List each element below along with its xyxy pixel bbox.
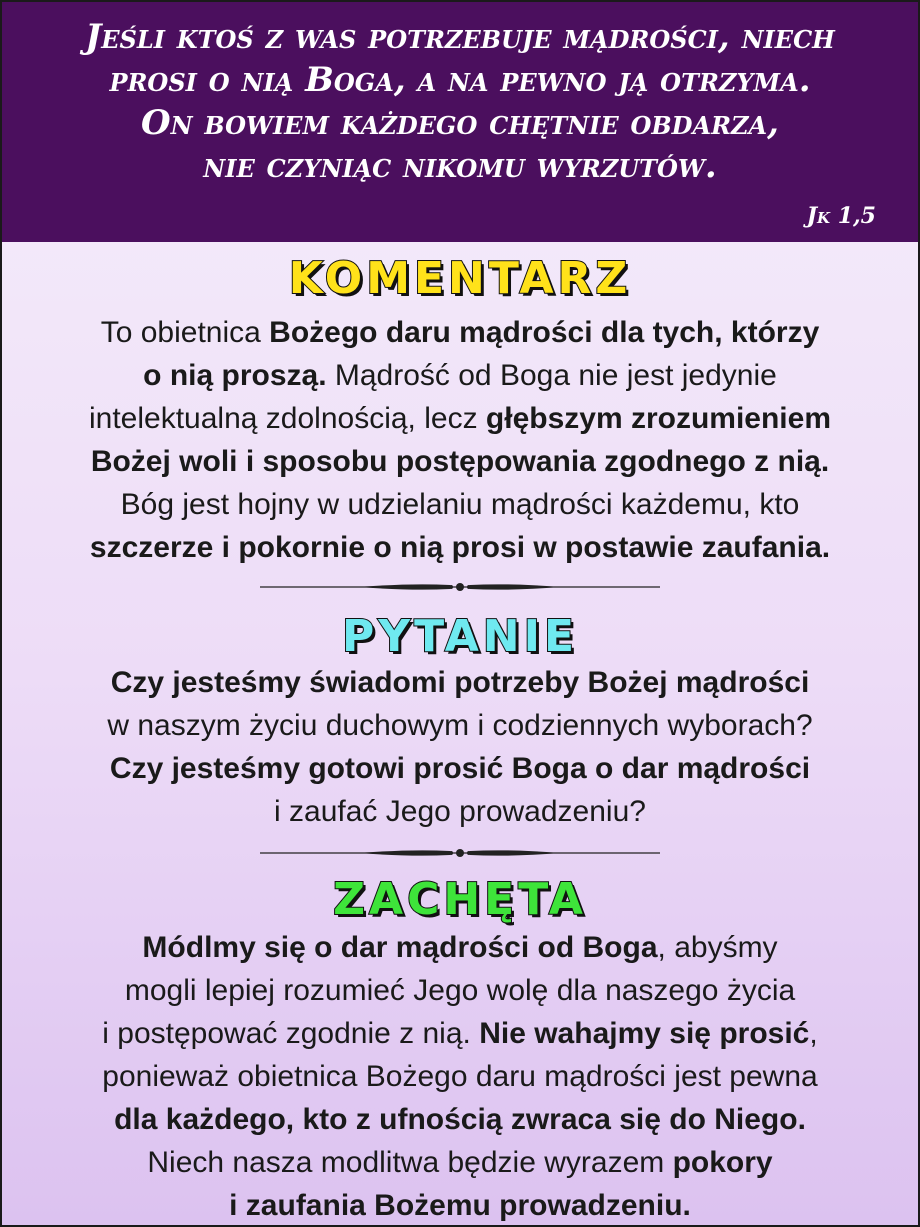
bold-text-run: Bożej woli i sposobu postępowania zgodnego z nią. <box>90 445 830 478</box>
text-run: i zaufać Jego prowadzeniu? <box>274 795 646 828</box>
verse-text <box>22 16 898 188</box>
bold-text-run: i zaufania Bożemu prowadzeniu. <box>229 1189 691 1222</box>
pytanie-text <box>2 661 918 833</box>
bold-text-run: Czy jesteśmy gotowi prosić Boga o dar mądrości <box>109 752 811 785</box>
bold-text-run: dla każdego, kto z ufnością zwraca się do Niego. <box>114 1103 806 1136</box>
ornament-divider-icon <box>260 577 660 597</box>
verse-line: Jeśli ktoś z was potrzebuje mądrości, niech <box>85 17 835 57</box>
text-line <box>2 1012 918 1055</box>
text-run: , abyśmy <box>657 931 778 964</box>
text-run: Bóg jest hojny w udzielaniu mądrości każdemu, kto <box>120 488 800 521</box>
text-line <box>2 1055 918 1098</box>
text-line <box>2 926 918 969</box>
text-run: mogli lepiej rozumieć Jego wolę dla naszego życia <box>124 974 796 1007</box>
text-run: intelektualną zdolnością, lecz <box>89 402 486 435</box>
verse-reference: Jk 1,5 <box>806 203 876 229</box>
komentarz-title: KOMENTARZ <box>288 253 632 304</box>
text-run: w naszym życiu duchowym i codziennych wyborach? <box>107 709 813 742</box>
text-line <box>2 969 918 1012</box>
text-line <box>2 747 918 790</box>
ornament-divider-icon <box>260 843 660 863</box>
text-line <box>2 440 918 483</box>
text-line <box>2 1141 918 1184</box>
verse-header <box>2 2 918 242</box>
verse-line: prosi o nią Boga, a na pewno ją otrzyma. <box>109 60 811 100</box>
pytanie-title: PYTANIE <box>341 611 578 662</box>
bold-text-run: szczerze i pokornie o nią prosi w postawie zaufania. <box>89 531 831 564</box>
ornament-divider <box>2 575 918 599</box>
text-run: ponieważ obietnica Bożego daru mądrości jest pewna <box>102 1060 818 1093</box>
ornament-divider <box>2 841 918 865</box>
zacheta-title: ZACHĘTA <box>333 874 587 925</box>
bold-text-run: głębszym zrozumieniem <box>485 402 831 435</box>
bold-text-run: Czy jesteśmy świadomi potrzeby Bożej mądrości <box>110 666 810 699</box>
text-line <box>2 483 918 526</box>
text-line <box>2 1184 918 1227</box>
bold-text-run: pokory <box>672 1146 773 1179</box>
text-line <box>2 1098 918 1141</box>
text-run: To obietnica <box>100 316 270 349</box>
text-run: Niech nasza modlitwa będzie wyrazem <box>147 1146 673 1179</box>
zacheta-text <box>2 926 918 1227</box>
bold-text-run: o nią proszą. <box>143 359 327 392</box>
text-run: , <box>809 1017 818 1050</box>
verse-line: nie czyniąc nikomu wyrzutów. <box>203 146 717 186</box>
text-line <box>2 661 918 704</box>
verse-line: On bowiem każdego chętnie obdarza, <box>140 103 780 143</box>
text-line <box>2 790 918 833</box>
bold-text-run: Bożego daru mądrości dla tych, którzy <box>269 316 820 349</box>
text-run: Mądrość od Boga nie jest jedynie <box>326 359 777 392</box>
text-line <box>2 397 918 440</box>
text-line <box>2 526 918 569</box>
text-line <box>2 311 918 354</box>
text-line <box>2 354 918 397</box>
text-line <box>2 704 918 747</box>
bold-text-run: Módlmy się o dar mądrości od Boga <box>142 931 658 964</box>
text-run: i postępować zgodnie z nią. <box>102 1017 480 1050</box>
komentarz-text <box>2 311 918 569</box>
bold-text-run: Nie wahajmy się prosić <box>479 1017 810 1050</box>
